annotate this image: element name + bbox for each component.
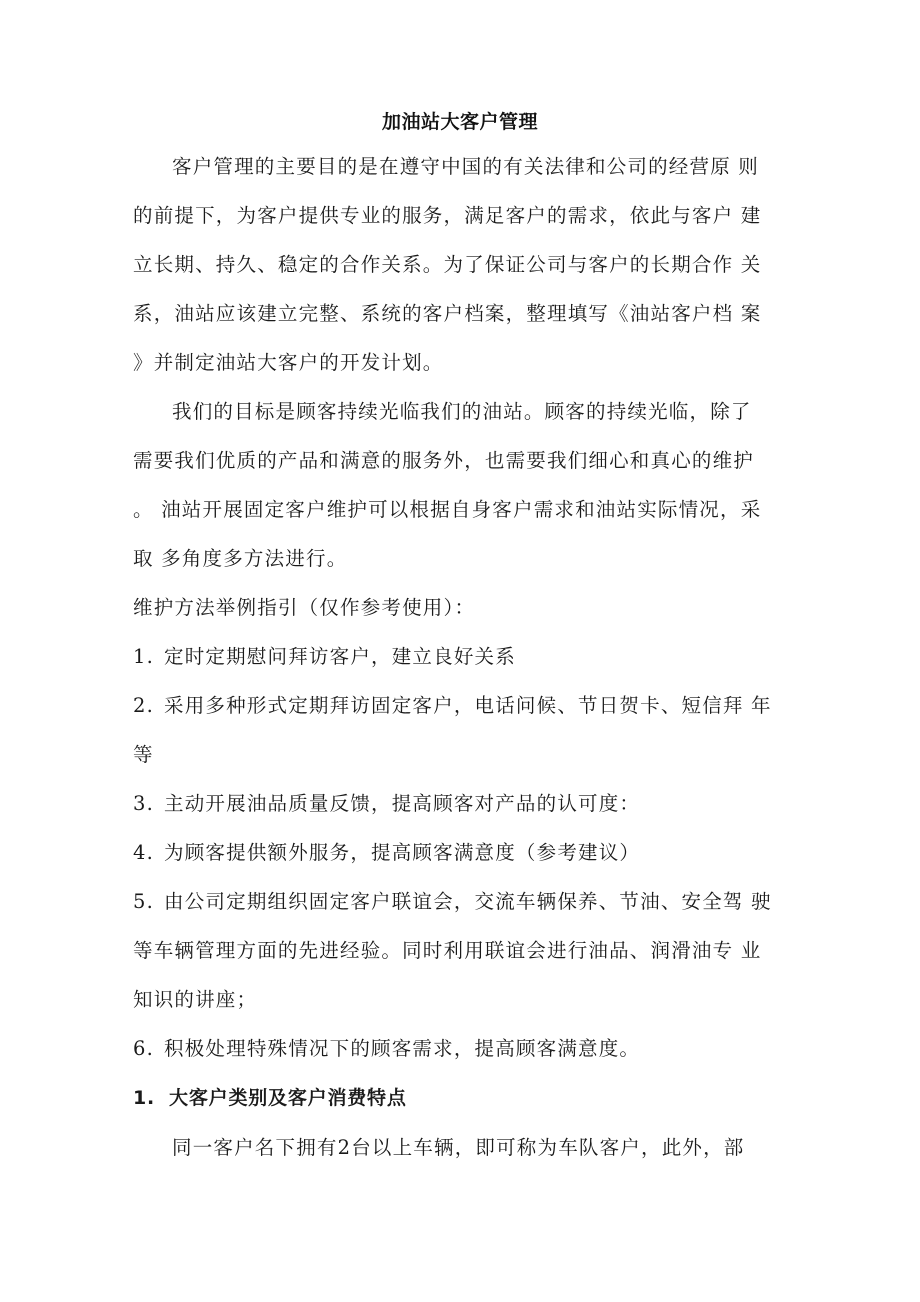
list-item-continuation: 知识的讲座； [133,988,258,1011]
paragraph-line: 。 油站开展固定客户维护可以根据自身客户需求和油站实际情况，采 [133,498,762,521]
list-item [133,694,772,718]
paragraph-line: 我们的目标是顾客持续光临我们的油站。顾客的持续光临，除了 [172,400,752,423]
section-paragraph-line: 同一客户名下拥有2台以上车辆，即可称为车队客户，此外，部 [172,1136,745,1159]
paragraph-line: 取 多角度多方法进行。 [133,547,348,570]
list-item [133,841,640,865]
list-item-number: 5. [133,890,155,913]
list-item-text: 由公司定期组织固定客户联谊会，交流车辆保养、节油、安全驾 驶 [164,890,772,913]
list-item [133,1037,640,1061]
document-title: 加油站大客户管理 [381,111,538,133]
list-item-number: 1. [133,645,155,668]
paragraph-line: 的前提下，为客户提供专业的服务，满足客户的需求，依此与客户 建 [133,204,762,227]
list-item-number: 3. [133,792,155,815]
list-item-text: 主动开展油品质量反馈，提高顾客对产品的认可度： [164,792,641,815]
paragraph-line: 系，油站应该建立完整、系统的客户档案，整理填写《油站客户档 案 [133,302,762,325]
list-item-text: 定时定期慰问拜访客户，建立良好关系 [164,645,516,668]
list-item-text: 为顾客提供额外服务，提高顾客满意度（参考建议） [164,841,641,864]
paragraph-line: 立长期、持久、稳定的合作关系。为了保证公司与客户的长期合作 关 [133,253,762,276]
list-intro: 维护方法举例指引（仅作参考使用）： [133,596,476,619]
paragraph-line: 客户管理的主要目的是在遵守中国的有关法律和公司的经营原 则 [172,155,759,178]
list-item-continuation: 等车辆管理方面的先进经验。同时利用联谊会进行油品、润滑油专 业 [133,939,762,962]
paragraph-line: 》并制定油站大客户的开发计划。 [133,351,444,374]
section-number: 1. [133,1087,156,1109]
list-item-text: 采用多种形式定期拜访固定客户，电话问候、节日贺卡、短信拜 年 [164,694,772,717]
paragraph-line: 需要我们优质的产品和满意的服务外，也需要我们细心和真心的维护 [133,449,755,472]
list-item-number: 6. [133,1037,155,1060]
list-item [133,792,640,816]
list-item-number: 2. [133,694,155,717]
section-title: 大客户类别及客户消费特点 [169,1087,407,1109]
list-item-text: 积极处理特殊情况下的顾客需求，提高顾客满意度。 [164,1037,641,1060]
list-item [133,645,516,669]
list-item-continuation: 等 [133,743,154,766]
list-item-number: 4. [133,841,155,864]
list-item [133,890,772,914]
section-heading [133,1086,407,1110]
